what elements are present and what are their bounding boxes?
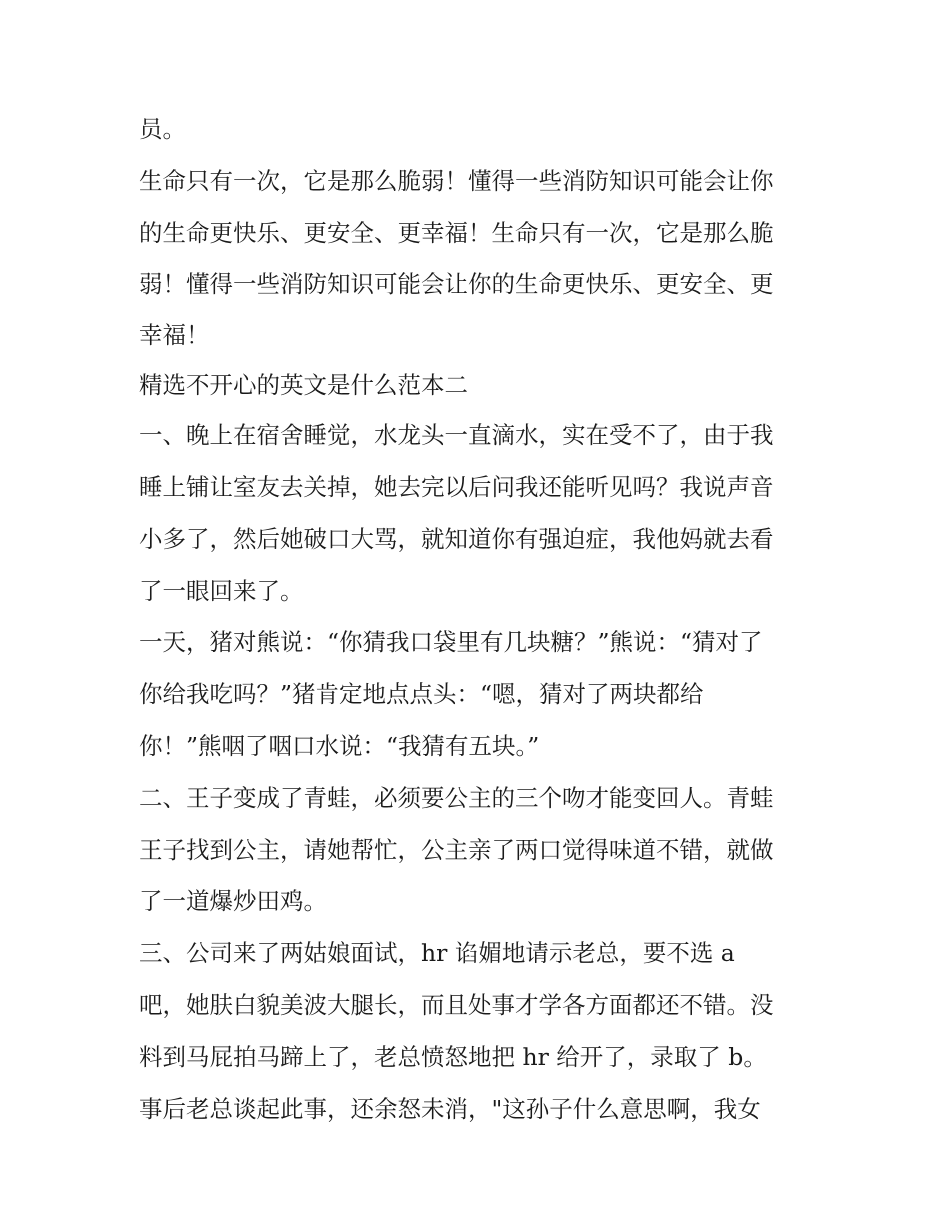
text-line: 三、公司来了两姑娘面试，hr 谄媚地请示老总，要不选 a bbox=[139, 939, 735, 968]
text-line: 睡上铺让室友去关掉，她去完以后问我还能听见吗？我说声音 bbox=[139, 472, 774, 501]
text-line: 了一眼回来了。 bbox=[139, 576, 304, 605]
text-line: 你！”熊咽了咽口水说：“我猜有五块。” bbox=[139, 731, 540, 760]
text-line: 的生命更快乐、更安全、更幸福！生命只有一次，它是那么脆 bbox=[139, 218, 774, 247]
text-line: 生命只有一次，它是那么脆弱！懂得一些消防知识可能会让你 bbox=[139, 166, 774, 195]
text-line: 幸福！ bbox=[139, 321, 210, 350]
text-line: 事后老总谈起此事，还余怒未消，"这孙子什么意思啊，我女 bbox=[139, 1094, 761, 1123]
text-line: 一天，猪对熊说：“你猜我口袋里有几块糖？”熊说：“猜对了 bbox=[139, 628, 763, 657]
text-line: 弱！懂得一些消防知识可能会让你的生命更快乐、更安全、更 bbox=[139, 270, 774, 299]
text-line: 了一道爆炒田鸡。 bbox=[139, 887, 327, 916]
text-line: 一、晚上在宿舍睡觉，水龙头一直滴水，实在受不了，由于我 bbox=[139, 421, 774, 450]
document-body bbox=[139, 104, 819, 1135]
text-line: 员。 bbox=[139, 115, 186, 143]
section-heading: 精选不开心的英文是什么范本二 bbox=[139, 370, 468, 399]
text-line: 你给我吃吗？”猪肯定地点点头：“嗯，猜对了两块都给 bbox=[139, 680, 704, 709]
text-line: 料到马屁拍马蹄上了，老总愤怒地把 hr 给开了，录取了 b。 bbox=[139, 1042, 767, 1071]
text-line: 王子找到公主，请她帮忙，公主亲了两口觉得味道不错，就做 bbox=[139, 835, 774, 864]
text-line: 小多了，然后她破口大骂，就知道你有强迫症，我他妈就去看 bbox=[139, 524, 774, 553]
text-line: 二、王子变成了青蛙，必须要公主的三个吻才能变回人。青蛙 bbox=[139, 783, 774, 812]
text-line: 吧，她肤白貌美波大腿长，而且处事才学各方面都还不错。没 bbox=[139, 990, 774, 1019]
